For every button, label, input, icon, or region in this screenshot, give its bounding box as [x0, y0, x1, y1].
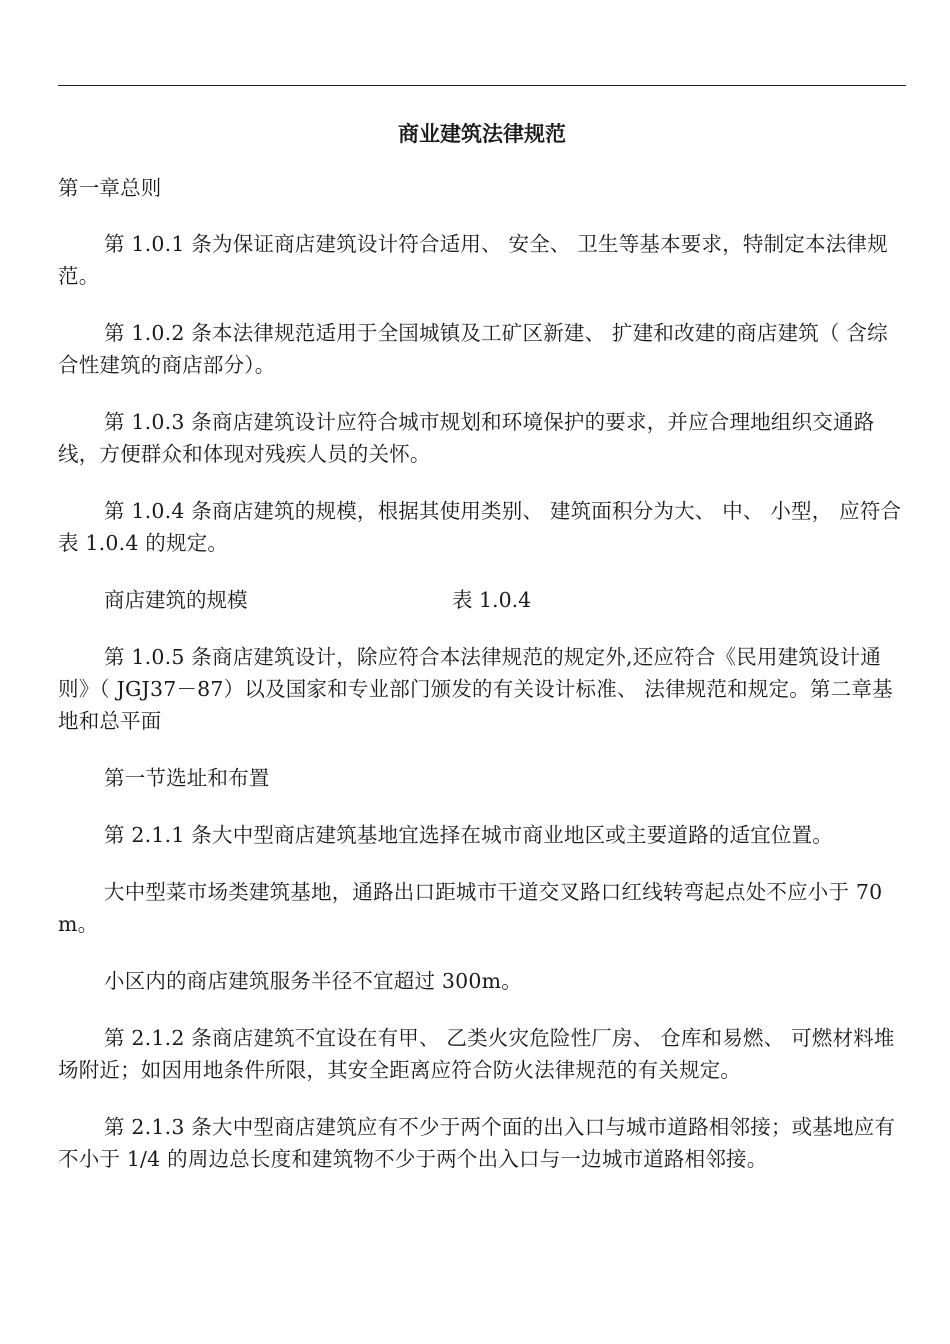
article-1-0-5: 第 1.0.5 条商店建筑设计，除应符合本法律规范的规定外,还应符合《民用建筑设计通则》（ JGJ37－87）以及国家和专业部门颁发的有关设计标准、 法律规范和规定。第二章基地和总平面 [58, 645, 893, 733]
article-1-0-3: 第 1.0.3 条商店建筑设计应符合城市规划和环境保护的要求，并应合理地组织交通路线，方便群众和体现对残疾人员的关怀。 [58, 410, 875, 466]
document-body [58, 118, 906, 1200]
table-caption-title: 商店建筑的规模 [104, 588, 248, 612]
header-rule [58, 85, 906, 86]
section-heading: 第一节选址和布置 [104, 766, 270, 790]
document-title: 商业建筑法律规范 [398, 122, 566, 146]
article-2-1-3: 第 2.1.3 条大中型商店建筑应有不少于两个面的出入口与城市道路相邻接；或基地应有不小于 1/4 的周边总长度和建筑物不少于两个出入口与一边城市道路相邻接。 [58, 1115, 896, 1171]
article-2-1-2: 第 2.1.2 条商店建筑不宜设在有甲、 乙类火灾危险性厂房、 仓库和易燃、 可燃材料堆场附近；如因用地条件所限，其安全距离应符合防火法律规范的有关规定。 [58, 1026, 895, 1082]
article-1-0-4: 第 1.0.4 条商店建筑的规模，根据其使用类别、 建筑面积分为大、 中、 小型， 应符合表 1.0.4 的规定。 [58, 499, 902, 555]
article-2-1-1: 第 2.1.1 条大中型商店建筑基地宜选择在城市商业地区或主要道路的适宜位置。 [104, 823, 833, 847]
article-1-0-2: 第 1.0.2 条本法律规范适用于全国城镇及工矿区新建、 扩建和改建的商店建筑（ 含综合性建筑的商店部分）。 [58, 321, 888, 377]
table-caption [104, 584, 906, 616]
chapter-heading: 第一章总则 [58, 176, 162, 200]
article-2-1-1-market: 大中型菜市场类建筑基地，通路出口距城市干道交叉路口红线转弯起点处不应小于 70m。 [58, 880, 883, 936]
article-1-0-1: 第 1.0.1 条为保证商店建筑设计符合适用、 安全、 卫生等基本要求，特制定本法律规范。 [58, 232, 888, 288]
table-caption-number: 表 1.0.4 [452, 588, 532, 612]
article-2-1-1-radius: 小区内的商店建筑服务半径不宜超过 300m。 [104, 969, 522, 993]
